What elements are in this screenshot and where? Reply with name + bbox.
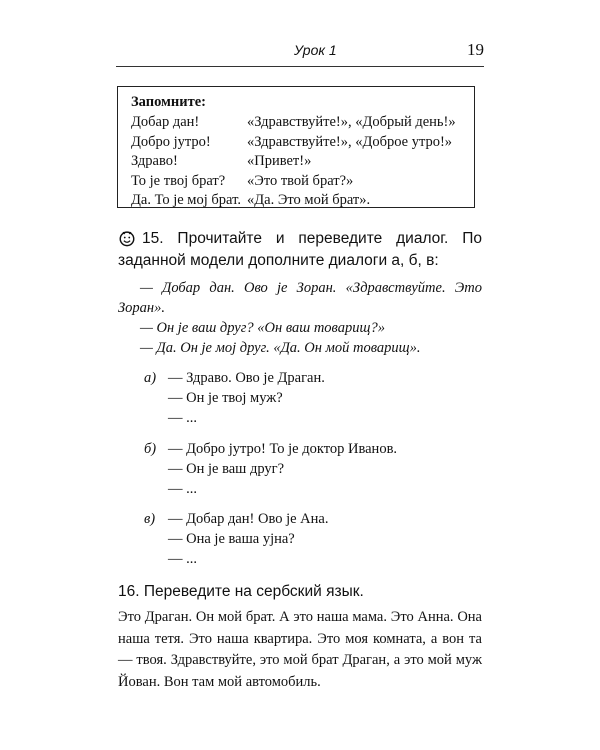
exercise-16-title: 16. Переведите на сербский язык. bbox=[118, 583, 364, 600]
smiley-face-icon bbox=[118, 229, 136, 247]
phrase-row bbox=[131, 172, 474, 192]
russian-translation: «Да. Это мой брат». bbox=[247, 192, 371, 209]
dialog-line: — Здраво. Ово је Драган. bbox=[168, 370, 325, 386]
lesson-title: Урок 1 bbox=[294, 42, 337, 58]
russian-translation: «Здравствуйте!», «Доброе утро!» bbox=[247, 133, 453, 150]
model-dialog bbox=[118, 278, 482, 358]
remember-box bbox=[117, 86, 475, 208]
phrase-row bbox=[131, 152, 474, 172]
dialog-line: — ... bbox=[168, 410, 197, 426]
remember-title: Запомните: bbox=[131, 94, 207, 110]
page-header bbox=[116, 40, 484, 68]
serbian-phrase: То је твој брат? bbox=[131, 172, 226, 189]
exercise-15-instruction: 15. Прочитайте и переведите диалог. По заданной модели дополните диалоги а, б, в: bbox=[118, 230, 482, 269]
dialog-line: — Он је твој муж? bbox=[168, 390, 283, 406]
dialog-line: — ... bbox=[168, 551, 197, 567]
dialog-line: — Добар дан. Ово је Зоран. «Здравствуйте. Это Зоран». bbox=[118, 280, 482, 316]
russian-translation: «Здравствуйте!», «Добрый день!» bbox=[247, 114, 456, 130]
part-label: в) bbox=[144, 511, 156, 527]
page-number: 19 bbox=[467, 40, 484, 59]
header-rule bbox=[116, 66, 484, 67]
part-label: б) bbox=[144, 441, 157, 457]
exercise-16-text: Это Драган. Он мой брат. А это наша мама. Это Анна. Она наша тетя. Это наша квартира. Это моя комната, а вон та — твоя. Здравствуйте, это мой брат Драган, а это мой муж Йован. Вон там мой автомобиль. bbox=[118, 609, 482, 690]
serbian-phrase: Добар дан! bbox=[131, 114, 200, 130]
russian-translation: «Привет!» bbox=[247, 153, 312, 170]
phrase-row bbox=[131, 133, 474, 153]
serbian-phrase: Добро јутро! bbox=[131, 133, 211, 150]
phrase-row bbox=[131, 191, 474, 211]
part-label: а) bbox=[144, 370, 157, 386]
dialog-line: — Он је ваш друг? bbox=[168, 461, 285, 477]
dialog-line: — ... bbox=[168, 481, 197, 497]
dialog-line: — Он је ваш друг? «Он ваш товарищ?» bbox=[140, 320, 385, 336]
dialog-line: — Она је ваша ујна? bbox=[168, 531, 295, 547]
serbian-phrase: Да. То је мој брат. bbox=[131, 192, 241, 209]
dialog-line: — Добро јутро! То је доктор Иванов. bbox=[168, 441, 398, 457]
russian-translation: «Это твой брат?» bbox=[247, 172, 354, 189]
dialog-line: — Да. Он је мој друг. «Да. Он мой товарищ». bbox=[140, 340, 421, 356]
exercise-15 bbox=[118, 228, 482, 272]
phrase-row bbox=[131, 113, 474, 133]
serbian-phrase: Здраво! bbox=[131, 153, 178, 170]
dialog-line: — Добар дан! Ово је Ана. bbox=[168, 511, 329, 527]
